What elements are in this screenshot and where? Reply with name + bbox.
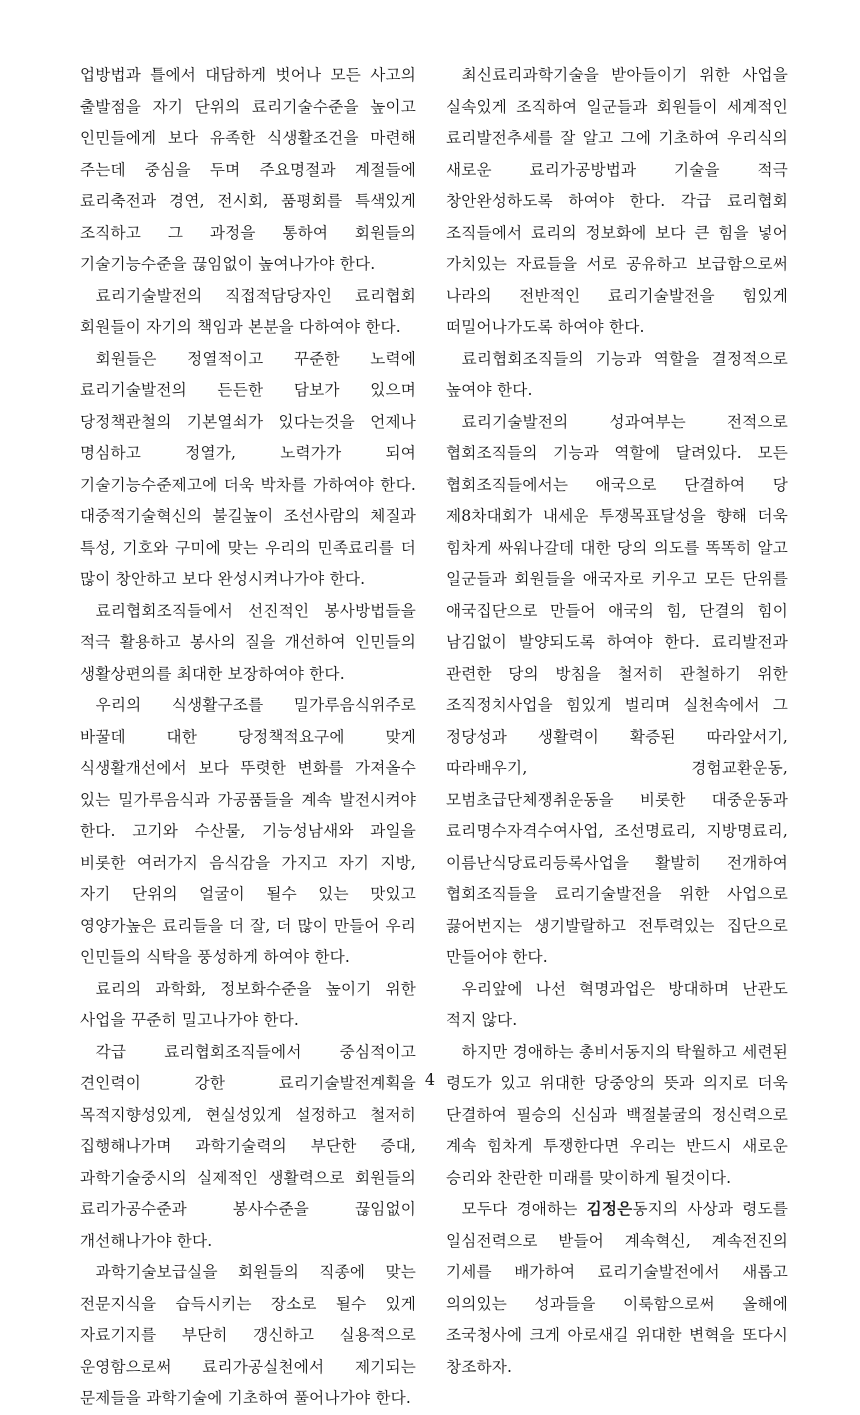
paragraph: 업방법과 틀에서 대담하게 벗어나 모든 사고의 출발점을 자기 단위의 료리기술수준을 높이고 인민들에게 보다 유족한 식생활조건을 마련해 주는데 중심을 두며 주요명절과 계절들에 료리축전과 경연, 전시회, 품평회를 특색있게 조직하고 그 과정을 통하여 회원들의 기술기능수준을 끊임없이 높여나가야 한다. [80, 66, 416, 273]
paragraph: 우리의 식생활구조를 밀가루음식위주로 바꿀데 대한 당정책적요구에 맞게 식생활개선에서 보다 뚜렷한 변화를 가져올수 있는 밀가루음식과 가공품들을 계속 발전시켜야 한다. 고기와 수산물, 기능성남새와 과일을 비롯한 여러가지 음식감을 가지고 자기 지방, 자기 단위의 얼굴이 될수 있는 맛있고 영양가높은 료리들을 더 잘, 더 많이 만들어 우리 인민들의 식탁을 풍성하게 하여야 한다. [80, 696, 416, 966]
left-column [80, 60, 416, 1415]
paragraph: 료리의 과학화, 정보화수준을 높이기 위한 사업을 꾸준히 밀고나가야 한다. [80, 979, 416, 1029]
leader-name: 김정은 [586, 1200, 633, 1218]
paragraph: 료리기술발전의 직접적담당자인 료리협회 회원들이 자기의 책임과 본분을 다하여야 한다. [80, 286, 416, 336]
paragraph: 하지만 경애하는 총비서동지의 탁월하고 세련된 령도가 있고 위대한 당중앙의 뜻과 의지로 더욱 단결하여 필승의 신심과 백절불굴의 정신력으로 계속 힘차게 투쟁한다면 우리는 반드시 새로운 승리와 찬란한 미래를 맞이하게 될것이다. [446, 1042, 788, 1187]
paragraph: 료리협회조직들에서 선진적인 봉사방법들을 적극 활용하고 봉사의 질을 개선하여 인민들의 생활상편의를 최대한 보장하여야 한다. [80, 601, 416, 683]
closing-suffix: 동지의 사상과 령도를 일심전력으로 받들어 계속혁신, 계속전진의 기세를 배가하여 료리기술발전에서 새롭고 의의있는 성과들을 이룩함으로써 올해에 조국청사에 크게 아로새길 위대한 변혁을 또다시 창조하자. [446, 1200, 788, 1376]
paragraph: 최신료리과학기술을 받아들이기 위한 사업을 실속있게 조직하여 일군들과 회원들이 세계적인 료리발전추세를 잘 알고 그에 기초하여 우리식의 새로운 료리가공방법과 기술을 적극 창안완성하도록 하여야 한다. 각급 료리협회 조직들에서 료리의 정보화에 보다 큰 힘을 넣어 가치있는 자료들을 서로 공유하고 보급함으로써 나라의 전반적인 료리기술발전을 힘있게 떠밀어나가도록 하여야 한다. [446, 66, 788, 336]
paragraph: 회원들은 정열적이고 꾸준한 노력에 료리기술발전의 든든한 담보가 있으며 당정책관철의 기본열쇠가 있다는것을 언제나 명심하고 정열가, 노력가가 되여 기술기능수준제고에 더욱 박차를 가하여야 한다. 대중적기술혁신의 불길높이 조선사람의 체질과 특성, 기호와 구미에 맞는 우리의 민족료리를 더 많이 창안하고 보다 완성시켜나가야 한다. [80, 349, 416, 588]
paragraph: 각급 료리협회조직들에서 중심적이고 견인력이 강한 료리기술발전계획을 목적지향성있게, 현실성있게 설정하고 철저히 집행해나가며 과학기술력의 부단한 증대, 과학기술중시의 실제적인 생활력으로 회원들의 료리가공수준과 봉사수준을 끊임없이 개선해나가야 한다. [80, 1042, 416, 1250]
paragraph: 과학기술보급실을 회원들의 직종에 맞는 전문지식을 습득시키는 장소로 될수 있게 자료기지를 부단히 갱신하고 실용적으로 운영함으로써 료리가공실천에서 제기되는 문제들을 과학기술에 기초하여 풀어나가야 한다. [80, 1263, 416, 1407]
page-number: 4 [424, 1070, 436, 1089]
right-column [446, 60, 788, 1383]
paragraph: 료리기술발전의 성과여부는 전적으로 협회조직들의 기능과 역할에 달려있다. 모든 협회조직들에서는 애국으로 단결하여 당 제8차대회가 내세운 투쟁목표달성을 향해 더욱 힘차게 싸워나갈데 대한 당의 의도를 똑똑히 알고 일군들과 회원들을 애국자로 키우고 모든 단위를 애국집단으로 만들어 애국의 힘, 단결의 힘이 남김없이 발양되도록 하여야 한다. 료리발전과 관련한 당의 방침을 철저히 관철하기 위한 조직정치사업을 힘있게 벌리며 실천속에서 그 정당성과 생활력이 확증된 따라앞서기, 따라배우기, 경험교환운동, 모범초급단체쟁취운동을 비롯한 대중운동과 료리명수자격수여사업, 조선명료리, 지방명료리, 이름난식당료리등록사업을 활발히 전개하여 협회조직들을 료리기술발전을 위한 사업으로 끓어번지는 생기발랄하고 전투력있는 집단으로 만들어야 한다. [446, 412, 788, 966]
paragraph: 료리협회조직들의 기능과 역할을 결정적으로 높여야 한다. [446, 349, 788, 399]
paragraph: 우리앞에 나선 혁명과업은 방대하며 난관도 적지 않다. [446, 979, 788, 1029]
closing-prefix: 모두다 경애하는 [461, 1200, 587, 1218]
closing-paragraph [446, 1194, 788, 1383]
